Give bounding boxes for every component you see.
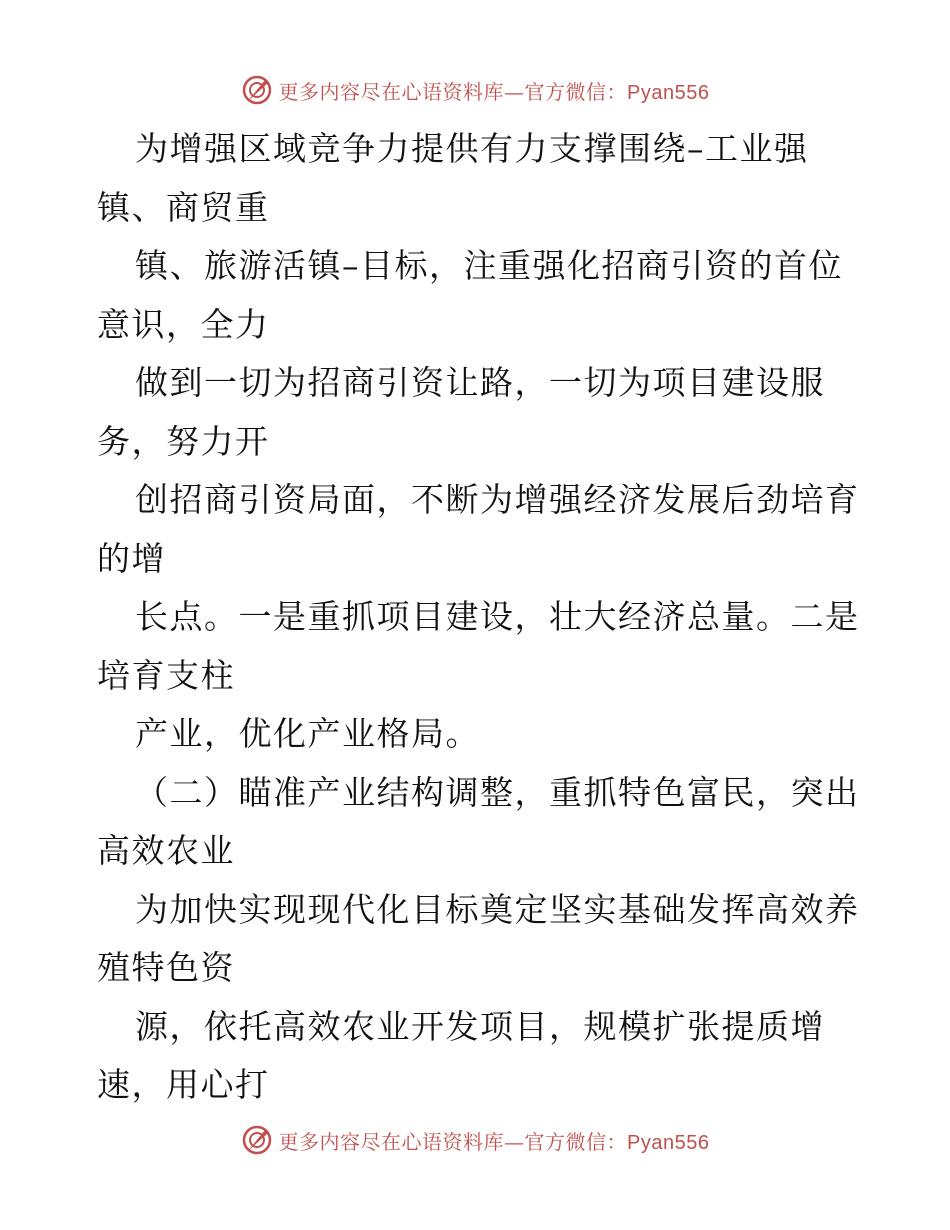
quill-logo-icon (241, 1124, 273, 1156)
body-line: 长点。一是重抓项目建设，壮大经济总量。二是 (135, 597, 860, 636)
body-line: 创招商引资局面，不断为增强经济发展后劲培育 (135, 480, 860, 519)
body-line: 产业，优化产业格局。 (135, 714, 480, 753)
section-heading: （二）瞄准产业结构调整，重抓特色富民，突出 (135, 772, 860, 812)
body-line: 速，用心打 (97, 1065, 270, 1104)
body-line: 做到一切为招商引资让路，一切为项目建设服 (135, 363, 825, 402)
header-banner (0, 70, 950, 110)
body-line: 为增强区域竞争力提供有力支撑围绕–工业强 (135, 129, 809, 168)
body-line: 的增 (97, 538, 166, 578)
body-line: 殖特色资 (97, 948, 235, 987)
body-line: 镇、旅游活镇–目标，注重强化招商引资的首位 (135, 246, 843, 285)
document-body (97, 120, 877, 1115)
body-line: 培育支柱 (97, 655, 235, 695)
body-line: 高效农业 (97, 831, 235, 870)
body-line: 镇、商贸重 (97, 187, 270, 227)
banner-text: 更多内容尽在心语资料库—官方微信：Pyan556 (278, 79, 710, 104)
banner-text: 更多内容尽在心语资料库—官方微信：Pyan556 (278, 1129, 710, 1154)
quill-logo-icon (241, 74, 273, 106)
footer-banner (0, 1120, 950, 1160)
body-line: 为加快实现现代化目标奠定坚实基础发挥高效养 (135, 889, 860, 929)
body-line: 源，依托高效农业开发项目，规模扩张提质增 (135, 1006, 825, 1046)
body-line: 务，努力开 (97, 421, 270, 461)
body-line: 意识，全力 (97, 304, 270, 344)
